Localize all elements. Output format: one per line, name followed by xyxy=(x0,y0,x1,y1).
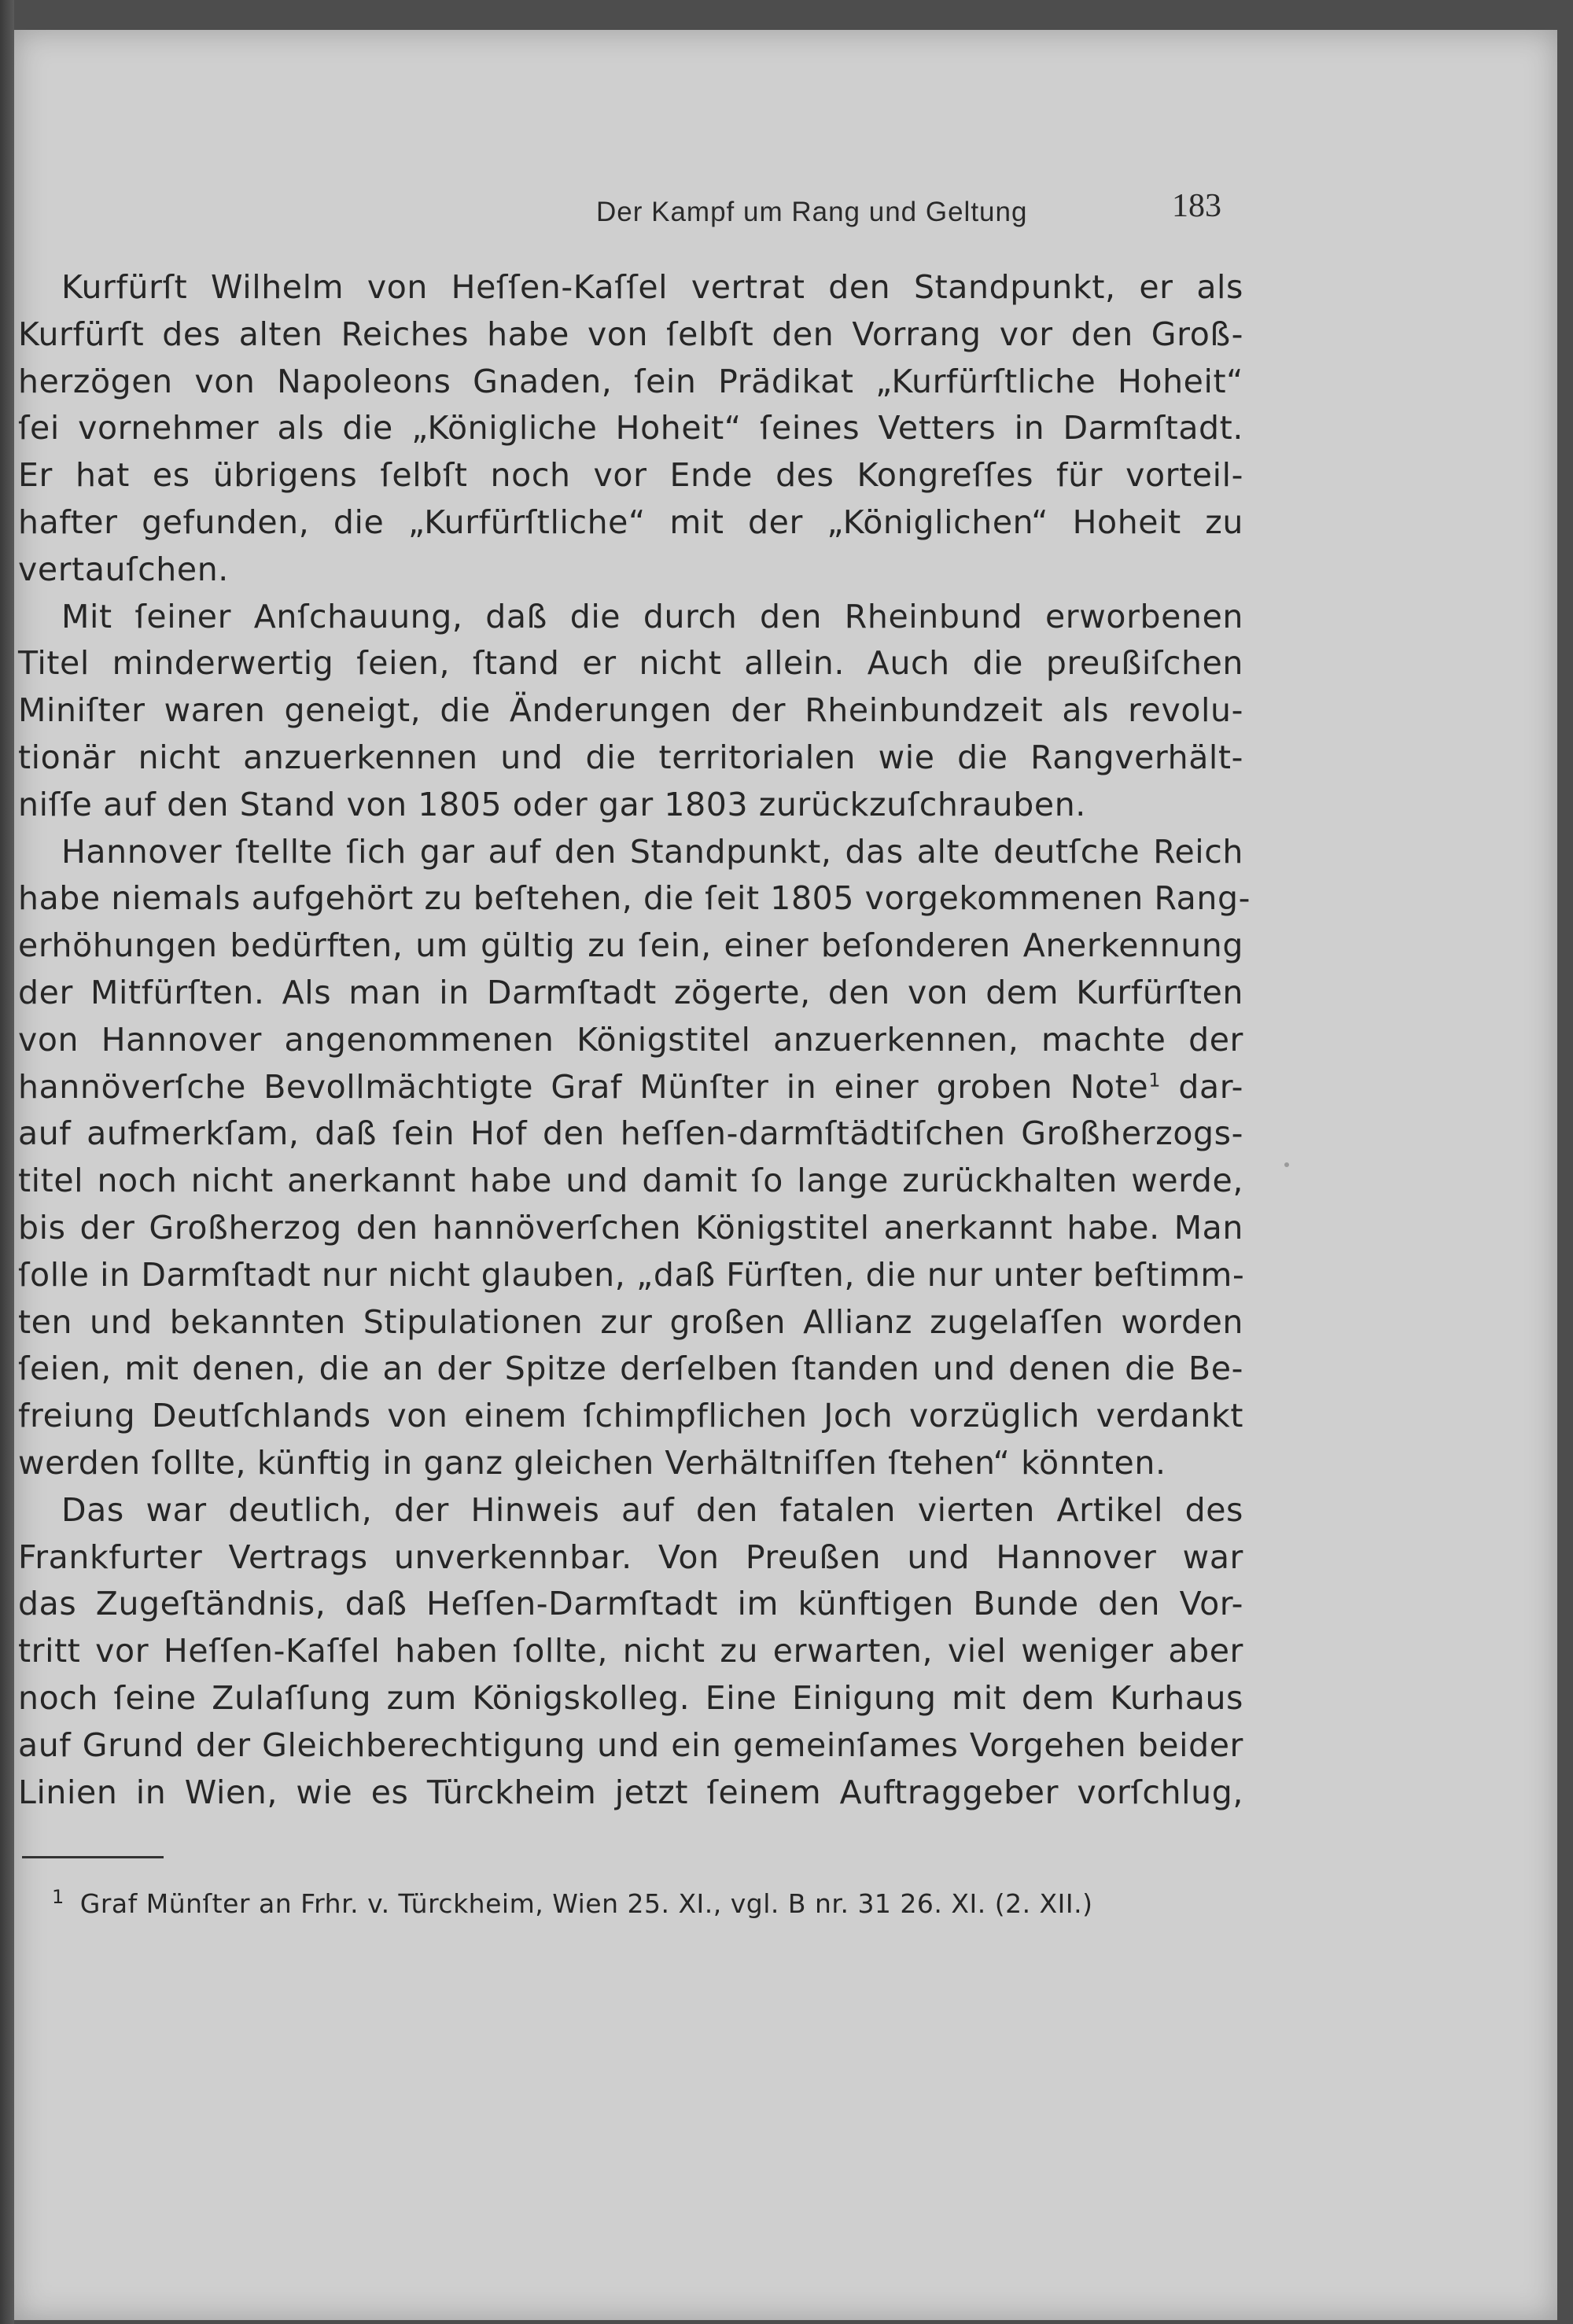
text-line xyxy=(18,1581,1243,1628)
text-line xyxy=(18,1158,1243,1205)
footnote xyxy=(52,1886,1247,1919)
line-text: werden ſollte, künftig in ganz gleichen Verhältniſſen ſtehen“ könnten. xyxy=(18,1443,1166,1482)
line-text: auf Grund der Gleichberechtigung und ein gemeinſames Vorgehen beider xyxy=(18,1726,1243,1764)
text-line xyxy=(18,499,1243,547)
text-line xyxy=(18,311,1243,359)
text-line xyxy=(18,264,1243,311)
text-line xyxy=(18,1299,1243,1346)
line-text: habe niemals aufgehört zu beſtehen, die ſeit 1805 vorgekommenen Rang- xyxy=(18,879,1251,918)
line-text: noch ſeine Zulaſſung zum Königskolleg. Eine Einigung mit dem Kurhaus xyxy=(18,1678,1243,1717)
scan-speck xyxy=(1284,1162,1289,1167)
scan-edge xyxy=(0,0,14,2324)
line-text: herzögen von Napoleons Gnaden, ſein Prädikat „Kurfürſtliche Hoheit“ xyxy=(18,362,1243,400)
footnote-marker: 1 xyxy=(52,1886,64,1908)
text-line xyxy=(18,1205,1243,1252)
line-text: Das war deutlich, der Hinweis auf den fatalen vierten Artikel des xyxy=(61,1490,1243,1529)
text-line xyxy=(18,405,1243,452)
text-line xyxy=(18,875,1251,923)
text-line xyxy=(18,1110,1243,1158)
text-line xyxy=(18,1675,1243,1722)
line-text: tritt vor Heſſen-Kaſſel haben ſollte, nicht zu erwarten, viel weniger aber xyxy=(18,1632,1243,1670)
text-line xyxy=(18,829,1243,876)
line-text: erhöhungen bedürften, um gültig zu ſein, einer beſonderen Anerkennung xyxy=(18,926,1243,965)
line-text: ſei vornehmer als die „Königliche Hoheit“ ſeines Vetters in Darmſtadt. xyxy=(18,409,1243,447)
page-header xyxy=(14,187,1557,234)
line-text: Kurfürſt Wilhelm von Heſſen-Kaſſel vertrat den Standpunkt, er als xyxy=(61,268,1243,306)
text-line xyxy=(18,547,1243,594)
running-title: Der Kampf um Rang und Geltung xyxy=(596,197,1028,227)
book-page xyxy=(14,30,1557,2320)
text-line xyxy=(18,1252,1243,1299)
line-text: Hannover ſtellte ſich gar auf den Standpunkt, das alte deutſche Reich xyxy=(61,832,1243,871)
line-text: titel noch nicht anerkannt habe und damit ſo lange zurückhalten werde, xyxy=(18,1162,1243,1200)
text-line xyxy=(18,1346,1243,1393)
body-text xyxy=(18,264,1251,1816)
line-text: Miniſter waren geneigt, die Änderungen der Rheinbundzeit als revolu- xyxy=(18,691,1243,730)
paragraph xyxy=(18,264,1243,594)
paragraph xyxy=(18,594,1243,829)
line-text: vertauſchen. xyxy=(18,550,229,588)
footnote-reference[interactable]: 1 xyxy=(1148,1068,1162,1091)
text-line xyxy=(18,1722,1243,1770)
line-text: Linien in Wien, wie es Türckheim jetzt ſeinem Auftraggeber vorſchlug, xyxy=(18,1773,1243,1811)
text-line xyxy=(18,735,1243,782)
line-text-continuation: dar- xyxy=(1161,1067,1243,1106)
text-line xyxy=(18,1440,1243,1487)
paragraph xyxy=(18,1487,1243,1817)
line-text: auf aufmerkſam, daß ſein Hof den heſſen-darmſtädtiſchen Großherzogs- xyxy=(18,1114,1243,1153)
text-line xyxy=(18,1064,1243,1111)
line-text: hannöverſche Bevollmächtigte Graf Münſter in einer groben Note xyxy=(18,1067,1149,1106)
footnote-rule xyxy=(22,1856,164,1858)
text-line xyxy=(18,640,1243,687)
text-line xyxy=(18,1017,1243,1064)
line-text: niſſe auf den Stand von 1805 oder gar 1803 zurückzuſchrauben. xyxy=(18,785,1086,823)
line-text: das Zugeſtändnis, daß Heſſen-Darmſtadt im künftigen Bunde den Vor- xyxy=(18,1585,1243,1623)
text-line xyxy=(18,594,1243,641)
line-text: ten und bekannten Stipulationen zur großen Allianz zugelaſſen worden xyxy=(18,1302,1243,1341)
line-text: hafter gefunden, die „Kurfürſtliche“ mit der „Königlichen“ Hoheit zu xyxy=(18,503,1243,541)
text-line xyxy=(18,1393,1243,1440)
text-line xyxy=(18,1770,1243,1817)
text-line xyxy=(18,452,1243,499)
text-line xyxy=(18,1628,1243,1675)
text-line xyxy=(18,1487,1243,1534)
line-text: ſeien, mit denen, die an der Spitze derſelben ſtanden und denen die Be- xyxy=(18,1350,1243,1388)
line-text: bis der Großherzog den hannöverſchen Königstitel anerkannt habe. Man xyxy=(18,1208,1243,1247)
page-number: 183 xyxy=(1172,188,1221,224)
line-text: Er hat es übrigens ſelbſt noch vor Ende des Kongreſſes für vorteil- xyxy=(18,456,1243,495)
text-line xyxy=(18,923,1243,970)
line-text: tionär nicht anzuerkennen und die territorialen wie die Rangverhält- xyxy=(18,738,1243,776)
line-text: von Hannover angenommenen Königstitel anzuerkennen, machte der xyxy=(18,1020,1243,1059)
line-text: Titel minderwertig ſeien, ſtand er nicht allein. Auch die preußiſchen xyxy=(18,644,1243,683)
line-text: Kurfürſt des alten Reiches habe von ſelbſt den Vorrang vor den Groß- xyxy=(18,315,1243,353)
paragraph xyxy=(18,829,1251,1487)
line-text: freiung Deutſchlands von einem ſchimpflichen Joch vorzüglich verdankt xyxy=(18,1397,1243,1435)
footnote-text: Graf Münſter an Frhr. v. Türckheim, Wien 25. XI., vgl. B nr. 31 26. XI. (2. XII.) xyxy=(79,1888,1093,1919)
text-line xyxy=(18,687,1243,735)
text-line xyxy=(18,782,1243,829)
line-text: der Mitfürſten. Als man in Darmſtadt zögerte, den von dem Kurfürſten xyxy=(18,973,1243,1011)
text-line xyxy=(18,359,1243,406)
line-text: Mit ſeiner Anſchauung, daß die durch den Rheinbund erworbenen xyxy=(61,597,1243,635)
line-text: ſolle in Darmſtadt nur nicht glauben, „daß Fürſten, die nur unter beſtimm- xyxy=(18,1255,1245,1294)
line-text: Frankfurter Vertrags unverkennbar. Von Preußen und Hannover war xyxy=(18,1538,1243,1576)
text-line xyxy=(18,970,1243,1017)
text-line xyxy=(18,1534,1243,1582)
